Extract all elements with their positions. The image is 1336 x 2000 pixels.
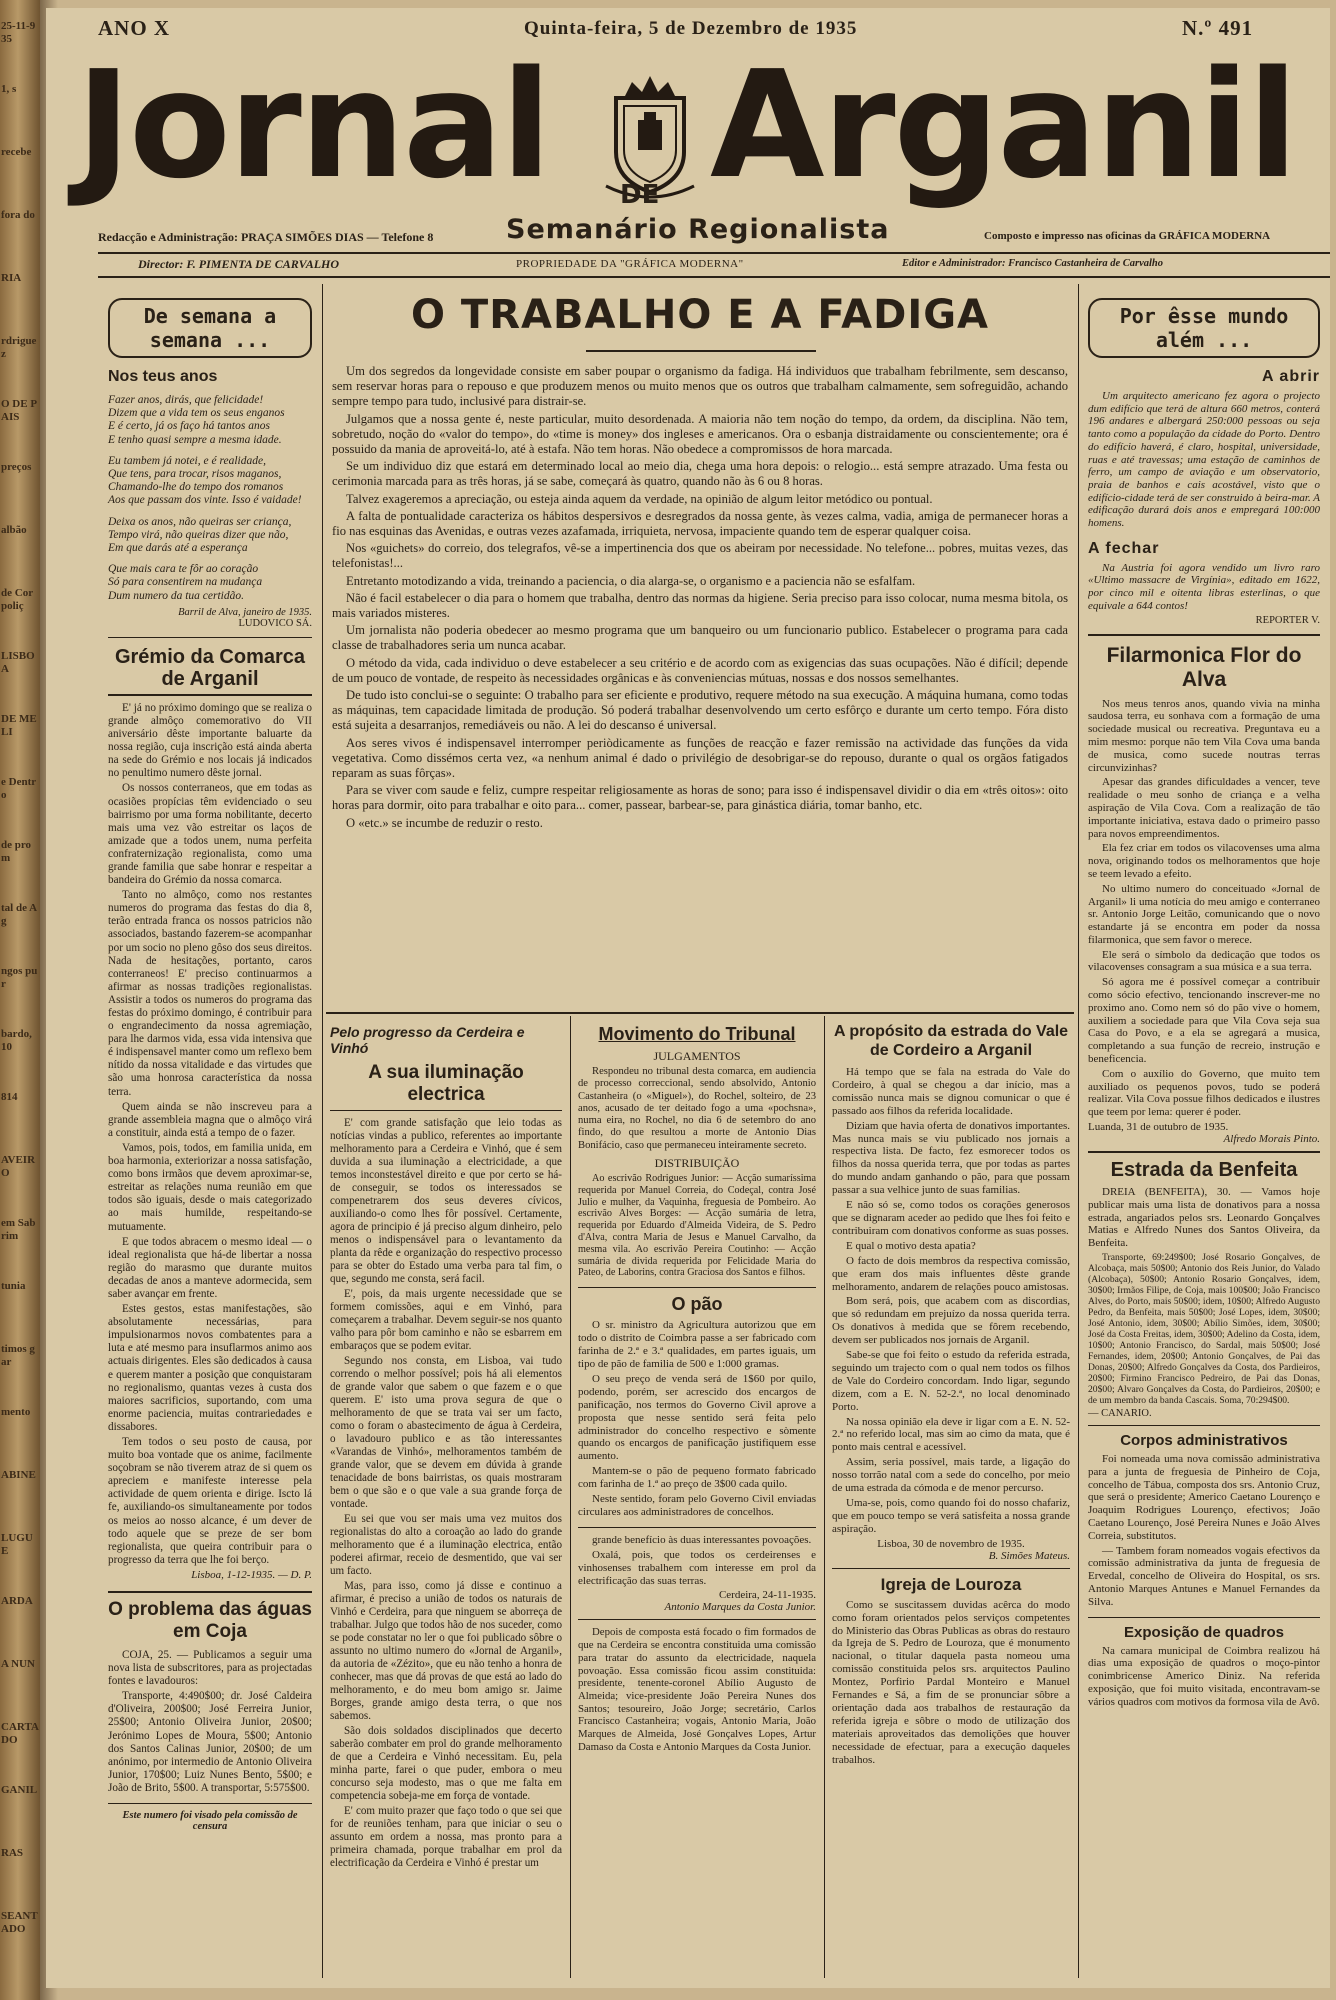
binding-snippet: A NUN xyxy=(1,1658,35,1670)
binding-snippet: preços xyxy=(1,461,32,473)
main-paragraph: A falta de pontualidade caracteriza os hábitos despersivos e desregrados da nossa gente, às vezes calma, vadia, amiga de permanecer horas a fio nas esquinas das Avenidas, e outras vezes azafamada, irriquieta, nervosa, impaciente quando tem de esperar qualquer coisa. xyxy=(332,508,1068,539)
binding-snippet: LISBOA xyxy=(1,650,35,675)
binding-snippet: DE MELI xyxy=(1,713,37,738)
pao-paragraph: Neste sentido, foram pelo Governo Civil enviadas circulares aos administradores de concelhos. xyxy=(578,1493,816,1518)
section-de-semana: De semana a semana ... xyxy=(108,298,312,358)
abrir-title: A abrir xyxy=(1262,368,1320,385)
binding-snippet: ARDA xyxy=(1,1595,33,1607)
gremio-title: Grémio da Comarca de Arganil xyxy=(108,646,312,696)
subtitle: Semanário Regionalista xyxy=(506,214,890,245)
benfeita-signature: — CANARIO. xyxy=(1088,1408,1152,1420)
poem-line: Em que darás até a esperança xyxy=(108,542,248,555)
binding-snippet: RIA xyxy=(1,272,22,284)
cerdeira-article xyxy=(330,1117,562,1997)
binding-snippet: recebe xyxy=(1,146,32,158)
poem-line: Tempo virá, não queiras dizer que não, xyxy=(108,528,289,541)
julgamentos-title: JULGAMENTOS xyxy=(653,1049,741,1063)
aguas-title: O problema das águas em Coja xyxy=(108,1591,312,1643)
frag-paragraph: Oxalá, pois, que todos os cerdeirenses e vinhosenses trabalhem com interesse em prol da electrificação das suas terras. xyxy=(578,1548,816,1587)
aguas-paragraph: COJA, 25. — Publicamos a seguir uma nova lista de subscritores, para as projectadas fontes e lavadouros: xyxy=(108,1648,312,1688)
binding-snippet: O DE PAIS xyxy=(1,398,38,423)
tribunal-title: Movimento do Tribunal xyxy=(598,1024,796,1044)
estrada-paragraph: E qual o motivo desta apatia? xyxy=(846,1239,976,1252)
benfeita-title: Estrada da Benfeita xyxy=(1110,1159,1298,1182)
column-rule xyxy=(322,284,323,1978)
binding-snippet: LUGUE xyxy=(1,1532,33,1557)
gremio-paragraph: Os nossos conterraneos, que em todas as ocasiões propícias têm evidenciado o seu bairrismo por uma forma nobilitante, decerto mais uma vez vão estreitar os laços de amizade que a todos unem, numa perfeita confraternização regionalista, como uma grande familia que sabe honrar e respeitar a bandeira do Grémio da nossa comarca. xyxy=(108,782,312,887)
cerdeira-paragraph: Eu sei que vou ser mais uma vez muitos dos regionalistas do alto a coroação ao lado do grande melhoramento que é a iluminação electrica, então poderei afirmar, receio de desmentido, que vai ser um facto. xyxy=(330,1513,562,1577)
cerdeira-continuation xyxy=(578,1534,816,1590)
filarmonica-paragraph: Apesar das grandes dificuldades a vencer, teve realidade o meu sonho de criança e a velha aspiração de Vila Cova. Com a realização de tão importante iniciativa, estava dado o primeiro passo para novos empreendimentos. xyxy=(1088,776,1320,840)
poem-line: E é certo, já os faço há tantos anos xyxy=(108,420,270,433)
cerdeira-paragraph: E' com muito prazer que faço todo o que sei que for de reuniões tenham, para que iniciar o seu o assunto em ordem a nossa, mas pronto para a primeira chamada, porque trabalhar em prol da electrificação da Cerdeira e Vinhó é prestar um xyxy=(330,1805,562,1869)
gremio-paragraph: E' já no próximo domingo que se realiza o grande almôço comemorativo do VII aniversário dêste importante baluarte da nossa região, cuja inscrição está ainda aberta na sede do Grémio e nos locais já indicados no penultimo numero dêste jornal. xyxy=(108,701,312,780)
main-paragraph: Julgamos que a nossa gente é, neste particular, muito desordenada. A maioria não tem noção do tempo, da ordem, da disciplina. Não tem, sobretudo, noção do «valor do tempo», do «time is money» dos ingleses e americanos. Ora o esbanja distraidamente ou conscientemente; ora é possuido da mania de aproveitá-lo, até à estafa. Não tem horas. Não obedece a compromissos de hora marcada. xyxy=(332,411,1068,457)
binding-snippet: de Corpoliç xyxy=(1,587,34,612)
main-paragraph: Se um individuo diz que estará em determinado local ao meio dia, chega uma hora depois: o relogio... está sempre atrazado. Uma festa ou cerimonia marcada para as três horas, já se sabe, começará às quatro, quando não às 6 ou 8 horas. xyxy=(332,459,1068,489)
main-paragraph: Para se viver com saude e feliz, cumpre respeitar religiosamente as horas de sono; para isso é indispensavel dividir o dia em «três oitos»: oito horas para dormir, oito para trabalhar e oito para... comer, passear, barbear-se, para ginástica diária, tomar banho, etc. xyxy=(332,783,1068,813)
cerdeira-paragraph: Mas, para isso, como já disse e continuo a afirmar, é preciso a união de todos os naturais de Vinhó e Cerdeira, para que ninguem se aborreça de trabalhar. Julgo que todos hão de nos suceder, como se pode constatar no ler o que foi publicado sôbre o assunto no ultimo numero do «Jornal de Arganil», da autoria de «Zézito», que eu não tenho a honra de conhecer, mas que dá provas de que está ao lado do melhoramento, e do meu bom amigo sr. Jaime Borges, grande amigo desta terra, o que nos sabemos. xyxy=(330,1580,562,1722)
binding-snippet: 814 xyxy=(1,1091,18,1103)
poem-line: Que mais cara te fôr ao coração xyxy=(108,563,259,576)
binding-snippet: tunia xyxy=(1,1280,26,1292)
filarmonica-paragraph: Ela fez criar em todos os vilacovenses uma alma nova, originando todos os melhoramentos que hoje se teem levado a efeito. xyxy=(1088,842,1320,880)
main-article xyxy=(332,364,1068,1004)
estrada-title: A propósito da estrada do Vale de Cordeiro a Arganil xyxy=(833,1023,1069,1059)
gremio-paragraph: Quem ainda se não inscreveu para a grande assembleia magna que o almôço virá a constituir, ainda está a tempo de o fazer. xyxy=(108,1100,312,1139)
binding-snippet: timos gar xyxy=(1,1343,35,1368)
nos-teus-anos-title: Nos teus anos xyxy=(108,368,218,385)
fechar-title: A fechar xyxy=(1088,539,1160,557)
tribunal-section xyxy=(578,1024,816,1756)
louroza-title: Igreja de Louroza xyxy=(880,1574,1022,1594)
cerdeira-paragraph: Segundo nos consta, em Lisboa, vai tudo correndo o melhor possível; pois há ali elementos de grande valor que sabem o que fazem e o que querem. E' isto uma prova segura de que o melhoramento de que se trata vai ser um facto, como o foram o abastecimento de água à Cerdeira, o lavadouro publico e as tão interessantes «Varandas de Vinhó», melhoramentos também de grande valor, que se devem em dúvida à grande tenacidade de bons bairristas, os quais mostraram bem o que são e o que vale a sua grande força de vontade. xyxy=(330,1355,562,1510)
poem-place: Barril de Alva, janeiro de 1935. xyxy=(178,606,312,618)
binding-snippet: CARTADO xyxy=(1,1721,39,1746)
masthead-right: Arganil xyxy=(710,39,1297,211)
distribuicao-title: DISTRIBUIÇÃO xyxy=(654,1156,740,1171)
gremio-article xyxy=(108,702,312,1569)
cerdeira-paragraph: E', pois, da mais urgente necessidade que se formem comissões, aqui e em Vinhó, para começarem a trabalhar. Devem seguir-se nos quanto valho para pôr bom caminho e não se esbarrem em embaraços que se podem evitar. xyxy=(330,1288,562,1352)
louroza-article: Como se suscitassem duvidas acêrca do modo como foram orientados pelos serviços competentes do Ministerio das Obras Publicas as obras do restauro da Igreja de S. Pedro de Louroza, que é monumento nacional, o titular daquela pasta nomeou uma comissão constituida pelos srs. arquitectos Paulino Montez, Porfirio Pardal Monteiro e Manuel Fernandes e Sá, a fim de se pronunciar sôbre a orientação dada aos trabalhos de restauração da referida igreja e sôbre o modo de utilização dos materiais aproveitados das demolições que houver necessidade de efectuar, para a execução daqueles trabalhos. xyxy=(832,1598,1070,1766)
corpos-article xyxy=(1088,1453,1320,1611)
estrada-article xyxy=(832,1066,1070,1538)
gremio-paragraph: Estes gestos, estas manifestações, são absolutamente necessárias, para impulsionarmos novos combatentes para a luta e até mesmo para insuflarmos animo aos actuais dirigentes. Eles são dedicados à causa e querem manter a posição que conquistaram no regionalismo, quantas vezes à custa dos maiores sacrificios, suportando, com uma enorme paciencia, muitas contrariedades e dissabores. xyxy=(108,1303,312,1433)
poem-line: Chamando-lhe do tempo dos romanos xyxy=(108,481,284,494)
column-rule xyxy=(1078,284,1079,1978)
poem-line: Dizem que a vida tem os seus enganos xyxy=(108,407,285,420)
section-por-esse-mundo: Por êsse mundo além ... xyxy=(1088,298,1320,358)
main-paragraph: Um jornalista não poderia obedecer ao mesmo programa que um banqueiro ou um funcionario publico. Estabelecer o programa para cada classe de trabalhadores seria um nunca acabar. xyxy=(332,623,1068,653)
binding-snippet: AVEIRO xyxy=(1,1154,36,1179)
poem-line xyxy=(108,447,312,455)
estrada-signature: B. Simões Mateus. xyxy=(988,1549,1070,1562)
main-paragraph: O método da vida, cada individuo o deve estabelecer a seu critério e de acordo com as exigencias das suas ocupações. Não é difícil; depende de um pouco de vontade, de respeito às necessidades orgânicas e às conveniencias mútuas, nossas e dos nossos semelhantes. xyxy=(332,655,1068,685)
aguas-article xyxy=(108,1649,312,1797)
issue-number: N.º 491 xyxy=(1182,16,1254,40)
header-rule-top xyxy=(98,252,1330,254)
filarmonica-title: Filarmonica Flor do Alva xyxy=(1106,643,1302,691)
julgamentos-text: Respondeu no tribunal desta comarca, em audiencia de processo correccional, sendo absolvido, Antonio Castanheira (o «Miguel»), do Rochel, solteiro, de 23 anos, acusado de ter deitado fogo a uma «pochsna», numa eira, no Rochel, no dia 6 de setembro do ano findo, do que resultou a morte de Antonio Dias Bonifácio, caso que permaneceu inteiramente secreto. xyxy=(578,1066,816,1151)
column-rule xyxy=(824,1016,825,1978)
director: Director: F. PIMENTA DE CARVALHO xyxy=(138,257,340,271)
censura-note: Este numero foi visado pela comissão de censura xyxy=(122,1809,298,1832)
pao-paragraph: Mantem-se o pão de pequeno formato fabricado com farinha de 1.ª ao preço de 3$00 cada quilo. xyxy=(578,1465,816,1491)
cerdeira-paragraph: E' com grande satisfação que leio todas as notícias vindas a publico, referentes ao importante melhoramento para a Cerdeira e Vinhó, que é sem duvida a sua iluminação a electricidade, a que temos inconstestável direito e que por certo se há-de conseguir, se todos os interessados se compenetrarem dos seus deveres cívicos, auxiliando-o como lhes fôr possível. Certamente, agora de principio é já preciso algum dinheiro, pelo menos o indispensável para o levantamento da planta da rêde e organização do respectivo processo para se obter do Estado uma verba para tal fim, o que, segundo me consta, será facil. xyxy=(330,1117,562,1285)
poem-line xyxy=(108,508,312,516)
estrada-paragraph: Assim, seria possível, mais tarde, a ligação do nosso torrão natal com a sede do concelho, por meio de uma estrada da cómoda e de menor percurso. xyxy=(832,1456,1070,1495)
poem-line: Aos que passam dos vinte. Isso é vaidade! xyxy=(108,494,302,507)
binding-snippet: de prom xyxy=(1,839,32,864)
pao-paragraph: O seu preço de venda será de 1$60 por quilo, podendo, porém, ser acrescido dos encargos de panificação, nos termos do Governo Civil aprove a proposta que nesse sentido será feita pelo administrador do concelho respectivo e sòmente quando os encargos de panificação justifiquem esse aumento. xyxy=(578,1372,816,1463)
main-paragraph: Entretanto motodizando a vida, treinando a paciencia, o dia alarga-se, o organismo e a paciencia não se esfalfam. xyxy=(346,573,916,588)
estrada-paragraph: E não só se, como todos os corações generosos que se dignaram aceder ao pedido que lhes foi feito e contribuiram com donativos conforme as suas posses. xyxy=(832,1199,1070,1237)
issue-date: Quinta-feira, 5 de Dezembro de 1935 xyxy=(524,18,858,39)
gremio-paragraph: E que todos abracem o mesmo ideal — o ideal regionalista que há-de libertar a nossa região do marasmo que durante muitos decadas de anos a manteve adormecida, sem saber avançar em frente. xyxy=(108,1235,312,1300)
binding-snippet: ABINE xyxy=(1,1469,36,1481)
main-paragraph: De tudo isto conclui-se o seguinte: O trabalho para ser eficiente e produtivo, requere método na sua execução. A máquina humana, como todas as máquinas, tem capacidade limitada de produção. Só poderá trabalhar desenvolvendo um certo esfôrço e durante um certo tempo. Fóra disto está sujeita a desarranjos, remediáveis ou não. A lei do descanso é universal. xyxy=(332,688,1068,733)
binding-snippet: tal de Ag xyxy=(1,902,38,927)
main-headline: O TRABALHO E A FADIGA xyxy=(410,292,989,338)
expo-title: Exposição de quadros xyxy=(1123,1623,1285,1641)
filarmonica-article xyxy=(1088,698,1320,1122)
cerdeira-section xyxy=(330,1024,562,1997)
corpos-title: Corpos administrativos xyxy=(1120,1432,1288,1450)
binding-snippet: 25-11-935 xyxy=(1,20,36,45)
column-rule xyxy=(570,1016,571,1978)
estrada-paragraph: Diziam que havia oferta de donativos importantes. Mas nunca mais se viu publicado nos jornais a respectiva lista. De facto, fez esmorecer todos os filhos da nossa querida terra, que por todas as partes do mundo andam ganhando o pão, para que possam passar a sua velhice junto de suas familias. xyxy=(832,1119,1070,1197)
corpos-paragraph: — Tambem foram nomeados vogais efectivos da comissão administrativa da junta de freguesia de Ervedal, concelho de Oliveira do Hospital, os srs. Antonio Marques Antunes e Manuel Fernandes da Silva. xyxy=(1088,1544,1320,1608)
binding-snippet: 1, s xyxy=(1,83,17,95)
binding-snippet: bardo, 10 xyxy=(1,1028,32,1053)
estrada-paragraph: Há tempo que se fala na estrada do Vale do Cordeiro, à qual se chegou a dar início, mas a comissão nunca mais se dignou comunicar o que é passado aos filhos da referida localidade. xyxy=(832,1066,1070,1117)
poem-line: Só para consentirem na mudança xyxy=(108,576,263,589)
left-column xyxy=(108,298,312,1832)
distribuicao-text: Ao escrivão Rodrigues Junior: — Acção sumaríssima requerida por Manuel Correia, do Codeçal, contra José Julio e mulher, da Vaquinha, freguesia de Pombeiro. Ao escrivão Alves Borges: — Acção sumária de letra, requerida por Eduardo d'Almeida Videira, de S. Pedro d'Alva, contra Maria de Jesus e Manuel Carvalho, da mesma vila. Ao escrivão Pereira Coutinho: — Acção sumária de divida requerida por Felicidade Maria do Pateo, de Laborins, contra Graciosa dos Santos e filhos. xyxy=(578,1173,816,1279)
ownership: PROPRIEDADE DA "GRÁFICA MODERNA" xyxy=(516,258,744,270)
binding-snippet: em Sabrim xyxy=(1,1217,36,1242)
gremio-paragraph: Tem todos o seu posto de causa, por muito boa vontade que os anime, facilmente soçobram se não tiverem atraz de si quem os apreciem e manifeste interesse pela actividade de quem orienta e dirige. Iscto lá fe, auxiliando-os simultaneamente por todos os meios ao nosso alcance, é um dever de todo aquele que se preze de ser bom regionalista, que queira contribuir para o progresso da terra que lhe foi berço. xyxy=(108,1436,312,1566)
main-paragraph: Talvez exageremos a apreciação, ou esteja ainda aquem da verdade, na opinião de algum leitor metódico ou pontual. xyxy=(346,491,933,506)
fechar-signature: REPORTER V. xyxy=(1255,614,1320,626)
estrada-section xyxy=(832,1022,1070,1769)
filarmonica-paragraph: Só agora me é possível começar a contribuir como sócio efectivo, tencionando inscrever-me no proximo ano. Como nem só do pão vive o homem, auxiliem a sociedade para que Vila Cova seja sua Casa do Povo, e a ela se agregará a musica, completando a sua função de recreio, instrução e beneficencia. xyxy=(1088,976,1320,1066)
binding-snippet: albão xyxy=(1,524,27,536)
cerdeira-title: A sua iluminação electrica xyxy=(330,1062,562,1111)
masthead-de: DE xyxy=(620,180,660,210)
main-article-rule xyxy=(326,1012,1074,1014)
pao-paragraph: O sr. ministro da Agricultura autorizou que em todo o distrito de Coimbra passe a ser fabricado com farinha de 2.ª e 3.ª qualidades, em partes iguais, um tipo de pão de familia de 500 e 1:000 gramas. xyxy=(578,1319,816,1370)
filarmonica-paragraph: Ele será o símbolo da dedicação que todos os vilacovenses consagram a sua música e a sua terra. xyxy=(1088,948,1320,974)
binding-snippet: mento xyxy=(1,1406,31,1418)
pao-article xyxy=(578,1319,816,1521)
pao-title: O pão xyxy=(671,1294,723,1315)
binding-snippet: RAS xyxy=(1,1847,24,1859)
issue-year: ANO X xyxy=(98,16,171,40)
cerdeira-kicker: Pelo progresso da Cerdeira e Vinhó xyxy=(330,1024,525,1056)
print-shop: Composto e impresso nas oficinas da GRÁFICA MODERNA xyxy=(984,230,1271,242)
aguas-paragraph: Transporte, 4:490$00; dr. José Caldeira d'Oliveira, 200$00; José Ferreira Junior, 25$00; Antonio Oliveira Junior, 20$00; Jerónimo Lopes de Moura, 5$00; Antonio dos Santos Calinas Junior, 20$00; de um anónimo, por intermedio de Antonio Oliveira Junior, 170$00; Luiz Nunes Bento, 5$00; e João de Brito, 5$00. A transportar, 5:575$00. xyxy=(108,1690,312,1794)
binding-snippet: ngos pur xyxy=(1,965,38,990)
filarmonica-paragraph: Nos meus tenros anos, quando vivia na minha saudosa terra, eu sonhava com a formação de uma sociedade musical ou recreativa. Preguntava eu a mim mesmo: porque não tem Vila Cova uma banda de musica, como sucede noutras terras circunvizinhas? xyxy=(1088,697,1320,774)
gremio-paragraph: Vamos, pois, todos, em familia unida, em boa harmonia, exteriorizar a nossa satisfação, como bons irmãos que devem aproximar-se, estreitar as relações numa reunião em que todos são iguais, desde o mais categorizado ao mais humilde, respeitando-se mutuamente. xyxy=(108,1141,312,1233)
fechar-article: Na Austria foi agora vendido um livro raro «Ultimo massacre de Virgínia», editado em 1622, por cinco mil e oitenta libras esterlinas, o que equivale a 644 contos! xyxy=(1088,561,1320,612)
gremio-paragraph: Tanto no almôço, como nos restantes numeros do programa das festas do dia 8, terão entrada franca os nossos patricios não associados, bastando fazerem-se acompanhar por um socio no pleno gôso dos seus direitos. Nada de hesitações, portanto, caros conterraneos! E' preciso continuarmos a afirmar as nossas tradições regionalistas. Assistir a todos os numeros do programa das festas do próximo domingo, é contribuir para o engrandecimento da nossa agremiação, para lhe darmos vida, essa vida intensiva que é indispensavel manter como um reflexo bem nítido da nossa vitalidade e das virtudes que são uma honrosa característica da nossa terra. xyxy=(108,889,312,1098)
main-paragraph: Nos «guichets» do correio, dos telegrafos, vê-se a impertinencia dos que os abeiram por necessidade. No telefone... pobres, muitas vezes, das telefonistas!... xyxy=(332,541,1068,571)
estrada-paragraph: Uma-se, pois, como quando foi do nosso chafariz, que em pouco tempo se verá satisfeita a nossa grande aspiração. xyxy=(832,1497,1070,1535)
binding-strip xyxy=(0,0,40,2000)
poem-line: Deixa os anos, não queiras ser criança, xyxy=(108,515,292,528)
filarmonica-signature: Alfredo Morais Pinto. xyxy=(1223,1133,1320,1146)
filarmonica-paragraph: Com o auxílio do Governo, que muito tem auxiliado os pequenos povos, tudo se poderá realizar. Vila Cova possue filhos dedicados e ilustres que teem por lema: querer é poder. xyxy=(1088,1067,1320,1119)
filarmonica-paragraph: No ultimo numero do conceituado «Jornal de Arganil» li uma notícia do meu amigo e conterraneo sr. Antonio Jorge Leitão, comunicando que o novo estandarte já se encontra em poder da nossa filarmonica, que sem favor o merece. xyxy=(1088,882,1320,946)
binding-snippet: rdriguez xyxy=(1,335,37,360)
poem xyxy=(108,394,312,603)
expo-article: Na camara municipal de Coimbra realizou há dias uma exposição de quadros o moço-pintor conimbricense Americo Diniz. Na referida exposição, que foi muito visitada, encontravam-se vários quadros com motivos da formosa vila de Avô. xyxy=(1088,1644,1320,1708)
poem-line xyxy=(108,555,312,563)
cerdeira-paragraph: São dois soldados disciplinados que decerto saberão combater em prol do grande melhoramento de que a Cerdeira e Vinhó necessitam. Eu, pela minha parte, farei o que puder, embora o meu concurso seja modesto, mas o que me falta em competencia sobeja-me em força de vontade. xyxy=(330,1725,562,1802)
binding-snippet: GANIL xyxy=(1,1784,38,1796)
headline-rule xyxy=(586,350,816,352)
poem-line: Que tens, para trocar, risos maganos, xyxy=(108,468,282,481)
estrada-paragraph: Bom será, pois, que acabem com as discordias, que só redundam em prejuízo da nossa querida terra. Os donativos à medida que se fôrem recebendo, devem ser publicados nos jornais de Arganil. xyxy=(832,1295,1070,1347)
frag-place: Cerdeira, 24-11-1935. xyxy=(718,1589,816,1602)
poem-author: LUDOVICO SÁ. xyxy=(238,617,312,629)
benfeita-list: Transporte, 69:249$00; José Rosario Gonçalves, de Alcobaça, mais 50$00; Antonio dos Reis Junior, do Valado (Alcobaça), 50$00; Antonio Rosario Gonçalves, idem, 30$00; Irmãos Filipe, de Coja, mais 100$00; João Francisco Alves, do Porto, mais 50$00; idem, 10$00; Alfredo Augusto Pedro, da Benfeita, mais 50$00; José Lopes, idem, 30$00; José Antonio, idem, 30$00; Abílio Simões, idem, 30$00; José da Costa Freitas, idem, 30$00; Adelino da Costa, idem, 10$00; Antonio Francisco, do Sardal, mais 50$00; José Fernandes, idem, 20$00; Antonio Gonçalves, de Pai das Donas, 20$00; Alfredo Gonçalves da Costa, dos Pardieiros, 20$00; Firmino Francisco Pedreiro, de Pai das Donas, 20$00; Alvaro Gonçalves da Costa, do Pardieiros, 20$00; e de um membro da banda Cascais. Soma, 70:294$00. xyxy=(1088,1252,1320,1407)
frag-signature: Antonio Marques da Costa Junior. xyxy=(664,1601,816,1614)
binding-snippet: e Dentro xyxy=(1,776,37,801)
main-paragraph: Não é facil estabelecer o dia para o homem que trabalha, dentro das normas da higiene. Seria preciso para isso colocar, numa mesma bitola, os mais variados misteres. xyxy=(332,590,1068,621)
editor: Editor e Administrador: Francisco Castanheira de Carvalho xyxy=(902,258,1163,269)
binding-snippet: SEANTADO xyxy=(1,1910,38,1935)
right-column xyxy=(1088,298,1320,1711)
admin-address: Redacção e Administração: PRAÇA SIMÕES DIAS — Telefone 8 xyxy=(98,230,434,244)
filarmonica-place: Luanda, 31 de outubro de 1935. xyxy=(1088,1121,1229,1134)
comissao-text: Depois de composta está focado o fim formados de que na Cerdeira se encontra constituida uma comissão para tratar do assunto da electricidade, naquela povoação. Essa comissão ficou assim constituida: presidente, tenente-coronel Abílio Augusto de Almeida; vice-presidente João Pereira Nunes dos Santos; tesoureiro, João Jorge; secretário, Carlos Francisco Castanheira; vogais, Antonio Maria, João Marques de Almeida, José Gonçalves Lopes, Artur Damaso da Costa e Antonio Marques da Costa Junior. xyxy=(578,1626,816,1753)
poem-line: Dum numero da tua certidão. xyxy=(108,589,244,602)
binding-snippet: fora do xyxy=(1,209,35,221)
main-paragraph: O «etc.» se incumbe de reduzir o resto. xyxy=(346,815,543,830)
abrir-article: Um arquitecto americano fez agora o projecto dum edifício que terá de altura 660 metros, conterá 196 andares e albergará 250:000 pessoas ou seja tanto como a população da cidade do Porto. Dentro do edifício haverá, é claro, hospital, universidade, ruas e até travessas; uma estação de caminhos de ferro, um campo de aviação e um observatorio, praia de banhos e cais acostável, visto que o edifício-cidade terá de ser construido à beira-mar. A edificação durará dois anos e empregará 100:000 homens. xyxy=(1088,390,1320,530)
frag-paragraph: grande benefício às duas interessantes povoações. xyxy=(592,1533,812,1546)
poem-line: Fazer anos, dirás, que felicidade! xyxy=(108,394,264,406)
masthead-left: Jornal xyxy=(76,39,550,211)
benfeita-article: DREIA (BENFEITA), 30. — Vamos hoje publicar mais uma lista de donativos para a nossa estrada, angariados pelos srs. Leonardo Gonçalves Matias e Alfredo Nunes dos Santos Oliveira, da Benfeita. xyxy=(1088,1186,1320,1250)
corpos-paragraph: Foi nomeada uma nova comissão administrativa para a junta de freguesia de Pinheiro de Coja, concelho de Tábua, composta dos srs. Antonio Cruz, que será o presidente; Americo Caetano Lourenço e Joaquim Rodrigues Lourenço, efectivos; João Caetano Lourenço, José Pereira Nunes e João Alves Correia, substitutos. xyxy=(1088,1453,1320,1542)
estrada-paragraph: Na nossa opinião ela deve ir ligar com a E. N. 52-2.ª no referido local, mas sim ao cimo da mata, que é ponto mais central e acessível. xyxy=(832,1415,1070,1454)
main-paragraph: Aos seres vivos é indispensavel interromper periòdicamente as funções de reacção e fazer remissão na actividade das funções da vida vegetativa. Como dissémos certa vez, «a nenhum animal é dado o privilégio de desobrigar-se do repouso, durante o qual os orgãos fatigados reparam as suas fôrças». xyxy=(332,735,1068,781)
poem-line: E tenho quasi sempre a mesma idade. xyxy=(108,433,282,446)
main-paragraph: Um dos segredos da longevidade consiste em saber poupar o organismo da fadiga. Há individuos que trabalham febrilmente, sem descanso, sem reservar horas para o repouso e que produzem menos ou muito menos que os outros que trabalham calmamente, sem sofreguidão, achando sempre tempo para tudo, inclusivé para distrair-se. xyxy=(332,364,1068,409)
newspaper-page xyxy=(46,8,1330,1988)
estrada-paragraph: O facto de dois membros da respectiva comissão, que eram dos mais influentes dêste grande melhoramento, andarem de relações pouco amistosas. xyxy=(832,1254,1070,1293)
estrada-paragraph: Sabe-se que foi feito o estudo da referida estrada, seguindo um trajecto com o qual nem todos os filhos de Vale do Cordeiro concordam. Indo ligar, segundo dizem, com a E. N. 52-2.ª, no local denominado Porto. xyxy=(832,1349,1070,1413)
poem-line: Eu tambem já notei, e é realidade, xyxy=(108,454,266,467)
gremio-signature: Lisboa, 1-12-1935. — D. P. xyxy=(191,1568,312,1581)
header-rule-bottom xyxy=(98,276,1330,278)
estrada-place: Lisboa, 30 de novembro de 1935. xyxy=(877,1537,1025,1550)
